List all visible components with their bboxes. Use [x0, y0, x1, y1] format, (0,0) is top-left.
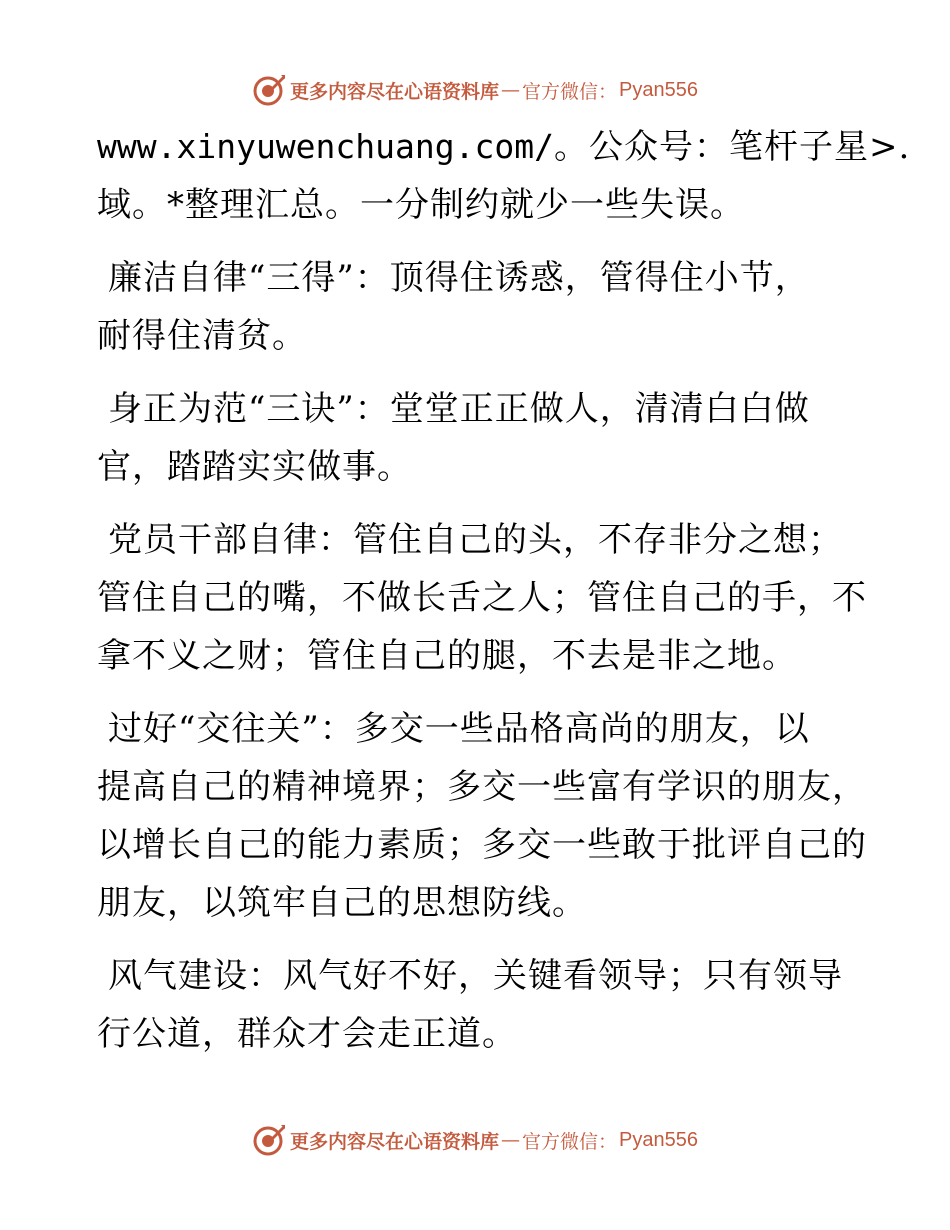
para3-line-3: 拿不义之财；管住自己的腿，不去是非之地。: [97, 636, 797, 676]
document-body: [97, 118, 911, 1063]
header-wechat-id: Pyan556: [619, 78, 698, 101]
footer-brand-text: 更多内容尽在心语资料库: [290, 1130, 500, 1153]
intro-line-1-rest: 。公众号：笔杆子星>.: [553, 127, 911, 167]
header-wechat-label: 官方微信：: [522, 80, 618, 103]
para2-line-2: 官，踏踏实实做事。: [97, 447, 412, 487]
footer-wechat-label: 官方微信：: [522, 1130, 618, 1153]
footer-dash: —: [501, 1129, 521, 1151]
brand-logo-icon: [252, 73, 286, 107]
para4-line-2: 提高自己的精神境界；多交一些富有学识的朋友，: [97, 767, 867, 807]
header-dash: —: [501, 79, 521, 101]
para3-line-2: 管住自己的嘴，不做长舌之人；管住自己的手，不: [97, 578, 867, 618]
para1-line-2: 耐得住清贫。: [97, 316, 307, 356]
para1-line-1: 廉洁自律“三得”：顶得住诱惑，管得住小节，: [108, 258, 810, 298]
footer-banner: [0, 1120, 950, 1160]
para2-line-1: 身正为范“三诀”：堂堂正正做人，清清白白做: [108, 389, 810, 429]
brand-logo-icon: [252, 1123, 286, 1157]
para4-line-3: 以增长自己的能力素质；多交一些敢于批评自己的: [97, 825, 867, 865]
para4-line-4: 朋友，以筑牢自己的思想防线。: [97, 883, 587, 923]
footer-wechat-id: Pyan556: [619, 1128, 698, 1151]
website-url: www.xinyuwenchuang.com/: [97, 127, 554, 166]
intro-line-1: [97, 118, 911, 176]
header-banner: [0, 70, 950, 110]
para4-line-1: 过好“交往关”：多交一些品格高尚的朋友，以: [108, 709, 810, 749]
header-brand-text: 更多内容尽在心语资料库: [290, 80, 500, 103]
para3-line-1: 党员干部自律：管住自己的头，不存非分之想；: [108, 520, 843, 560]
intro-line-2: 域。*整理汇总。一分制约就少一些失误。: [97, 185, 745, 225]
para5-line-1: 风气建设：风气好不好，关键看领导；只有领导: [108, 956, 843, 996]
para5-line-2: 行公道，群众才会走正道。: [97, 1014, 517, 1054]
